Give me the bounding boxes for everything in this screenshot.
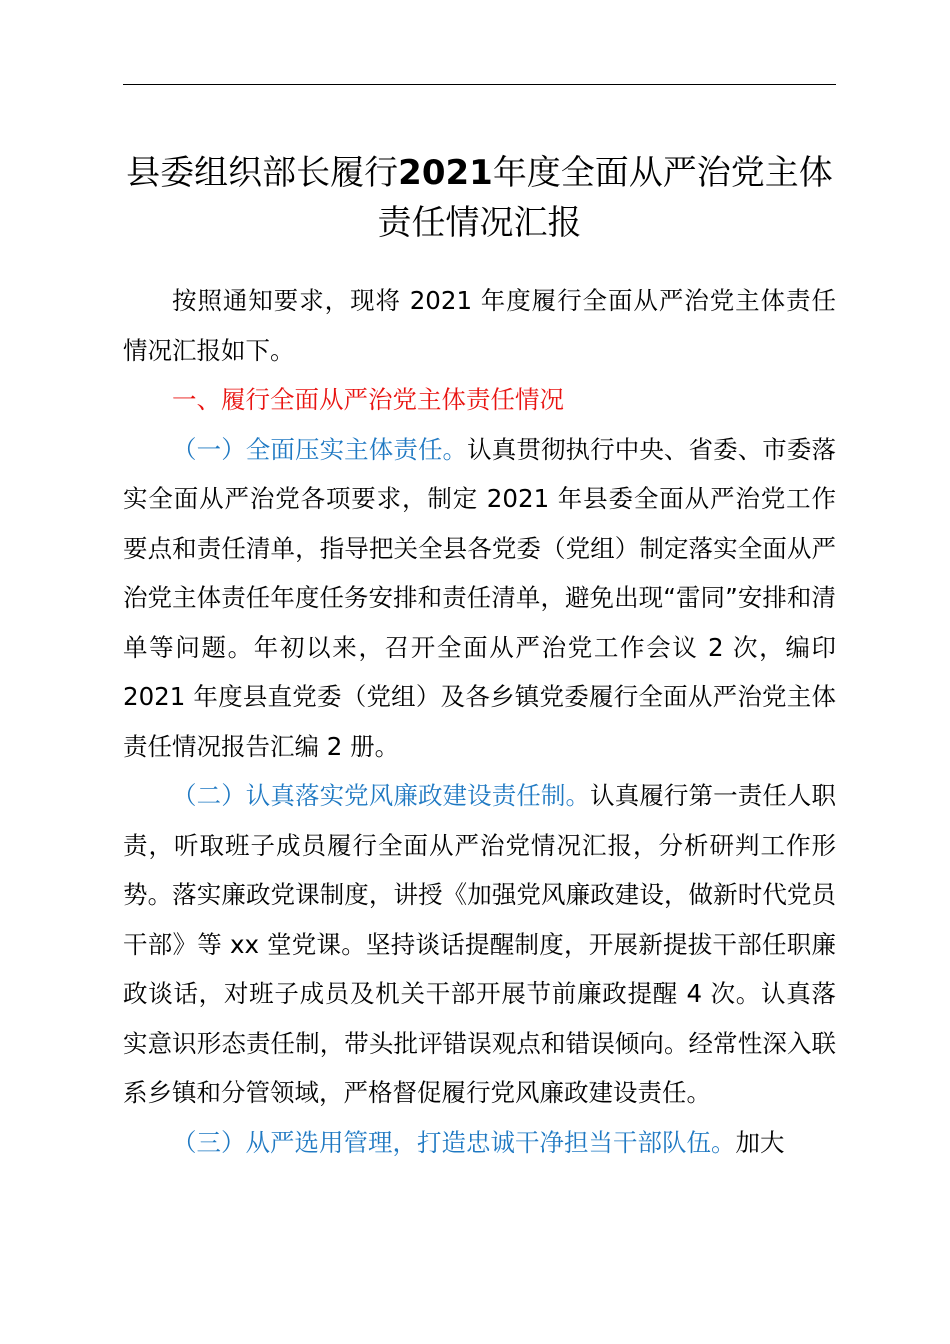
- item-text: 认真履行第一责任人职责，听取班子成员履行全面从严治党情况汇报，分析研判工作形势。落实廉政党课制度，讲授《加强党风廉政建设，做新时代党员干部》等 xx 堂党课。坚持谈话提醒制度，开展新提拔干部任职廉政谈话，对班子成员及机关干部开展节前廉政提醒 4 次。认真落实意识形态责任制，带头批评错误观点和错误倾向。经常性深入联系乡镇和分管领域，严格督促履行党风廉政建设责任。: [123, 781, 837, 1107]
- item-text: 认真贯彻执行中央、省委、市委落实全面从严治党各项要求，制定 2021 年县委全面从严治党工作要点和责任清单，指导把关全县各党委（党组）制定落实全面从严治党主体责任年度任务安排和责任清单，避免出现“雷同”安排和清单等问题。年初以来，召开全面从严治党工作会议 2 次，编印 2021 年度县直党委（党组）及各乡镇党委履行全面从严治党主体责任情况报告汇编 2 册。: [123, 434, 837, 761]
- document-title: [123, 148, 836, 248]
- intro-paragraph: 按照通知要求，现将 2021 年度履行全面从严治党主体责任情况汇报如下。: [123, 286, 836, 365]
- title-year: 2021: [398, 153, 493, 193]
- paragraph-item-3: [123, 1118, 836, 1168]
- header-rule: [123, 84, 836, 85]
- title-part-1: 县委组织部长履行: [126, 153, 399, 193]
- item-heading: （二）认真落实党风廉政建设责任制。: [172, 781, 591, 810]
- document-body: [123, 276, 836, 1167]
- item-heading: （三）从严选用管理，打造忠诚干净担当干部队伍。: [172, 1127, 736, 1157]
- item-heading: （一）全面压实主体责任。: [172, 434, 468, 464]
- paragraph-item-2: [123, 771, 836, 1118]
- item-text: 加大: [735, 1127, 785, 1157]
- paragraph-item-1: [123, 425, 836, 772]
- section-heading: 一、履行全面从严治党主体责任情况: [172, 385, 564, 414]
- title-part-2: 年度全面从严治党主体责任情况汇报: [377, 153, 833, 243]
